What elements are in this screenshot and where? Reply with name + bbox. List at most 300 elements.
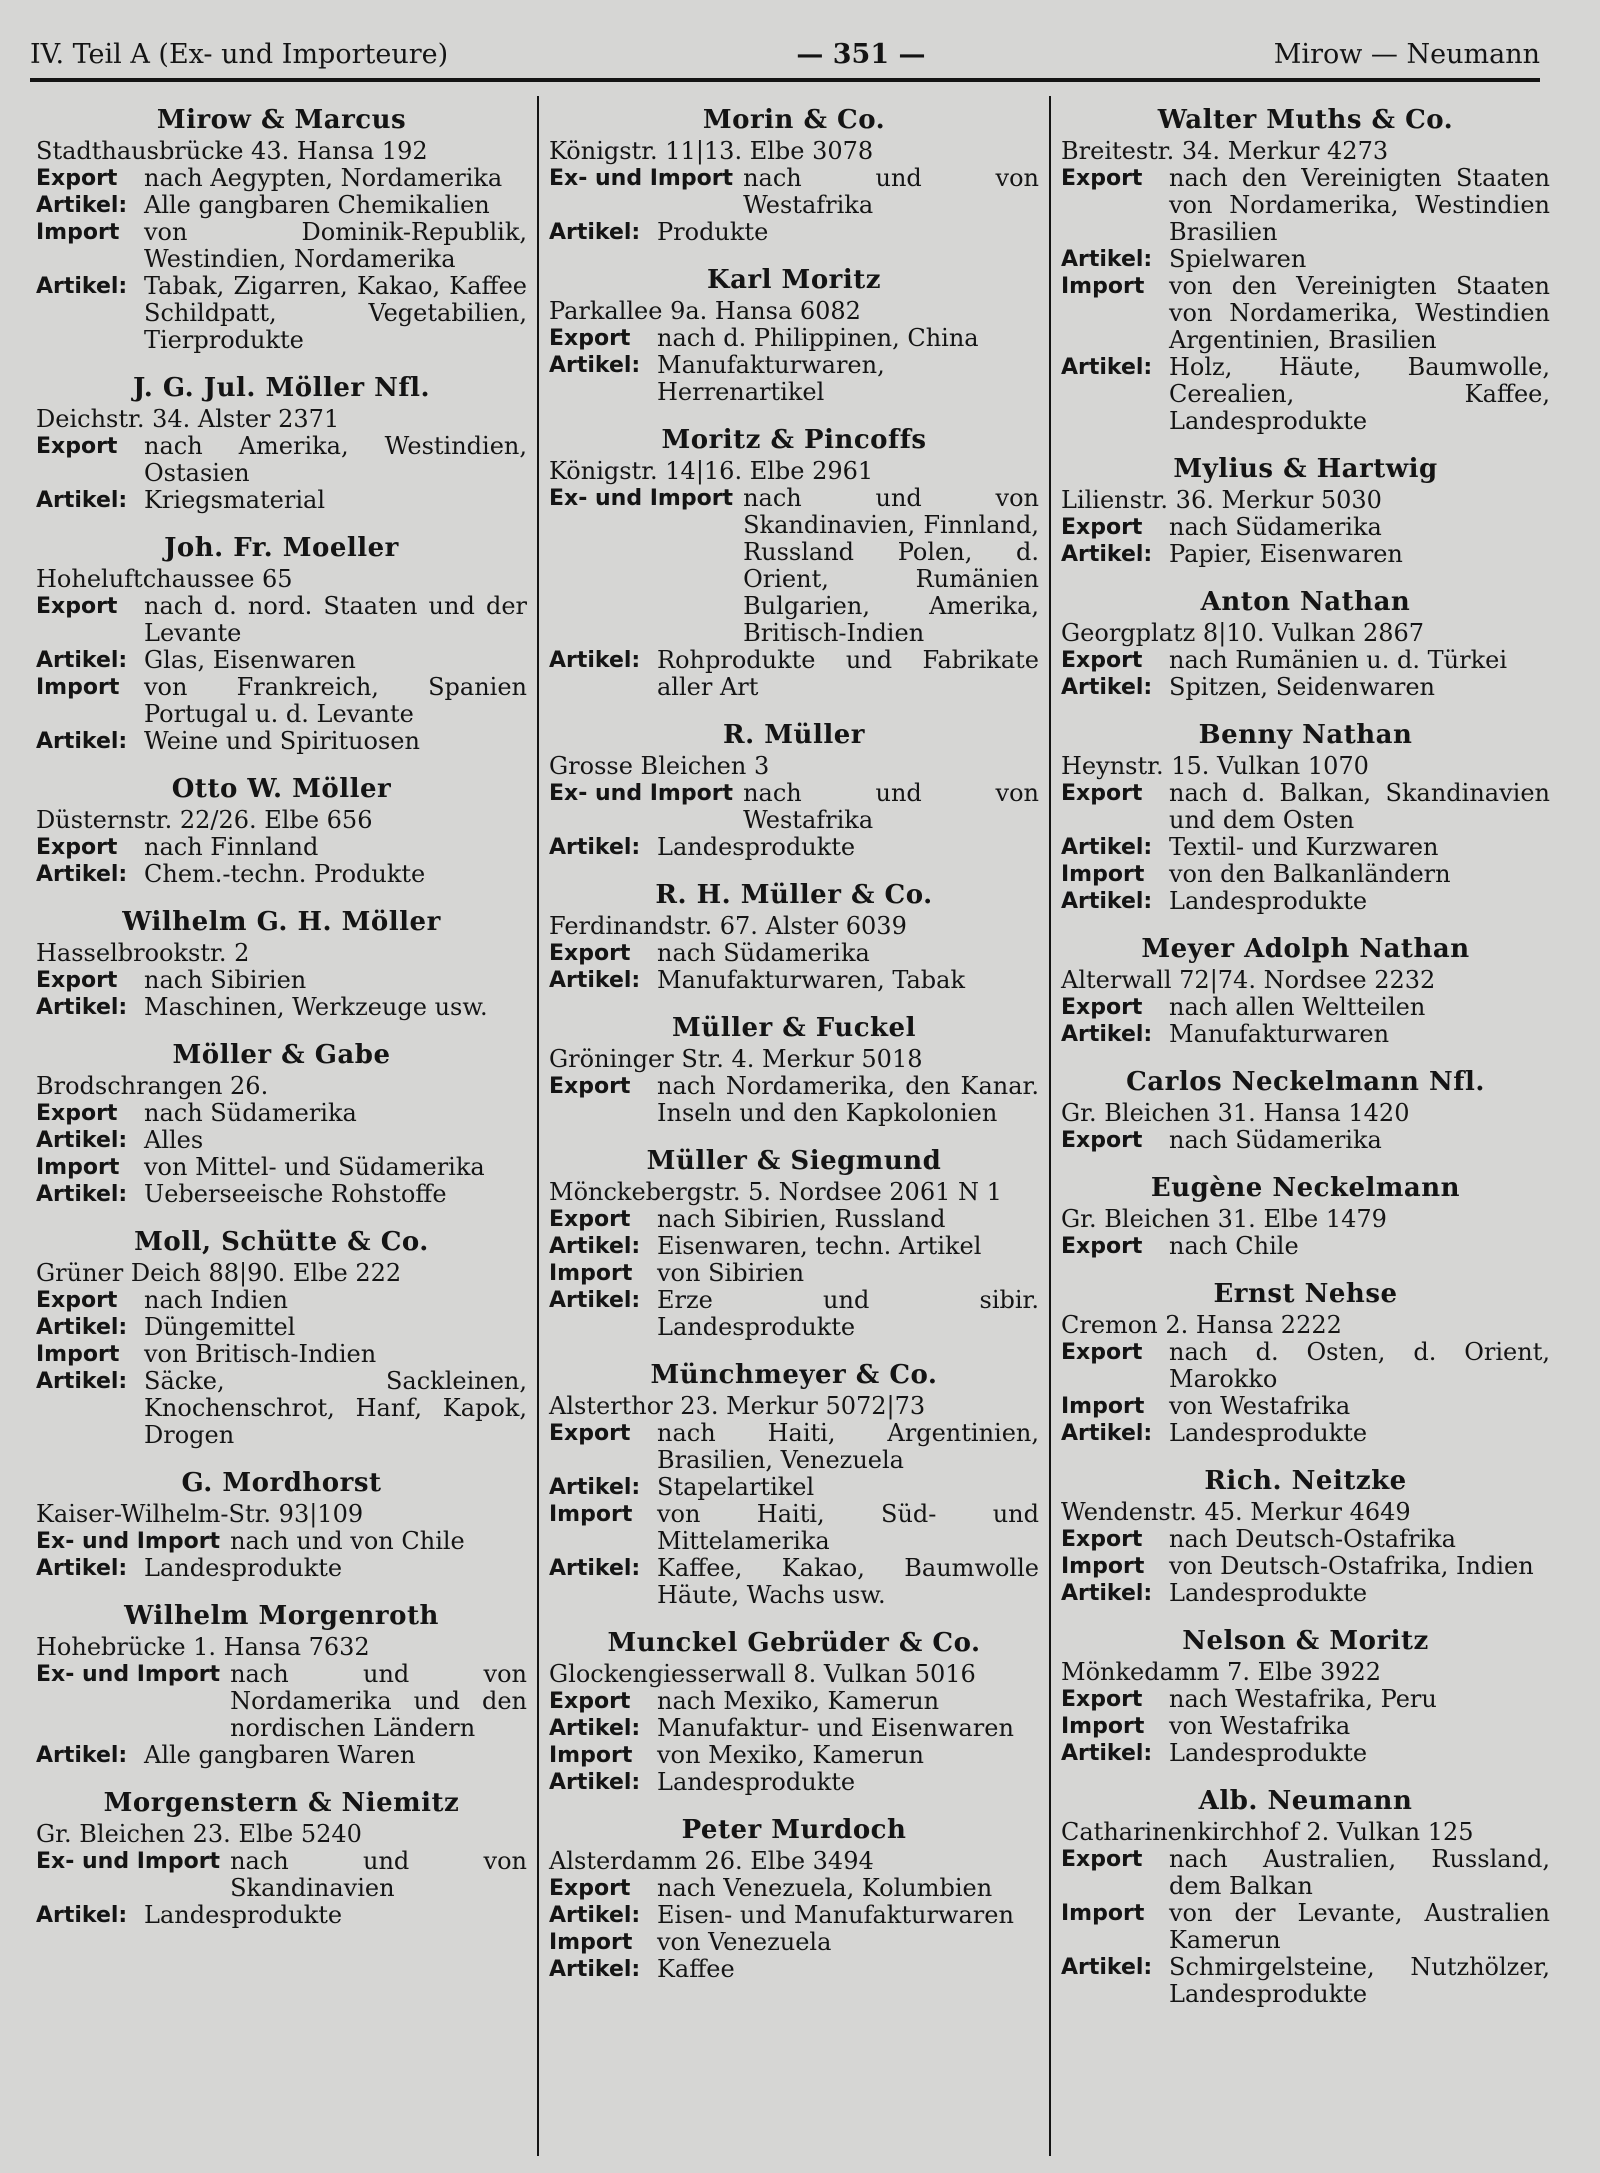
entry-label: Artikel: (36, 995, 128, 1020)
entry-label: Export (1061, 515, 1143, 540)
firm-name: Benny Nathan (1198, 720, 1413, 750)
firm-entry (36, 1226, 527, 1449)
trade-entry (36, 674, 527, 728)
entry-label: Artikel: (549, 1716, 641, 1741)
entry-text: Kriegsmaterial (144, 486, 326, 514)
entry-text: nach d. nord. Staaten und der Levante (144, 592, 527, 647)
entry-label: Artikel: (549, 1556, 641, 1581)
firm-name: Carlos Neckelmann Nfl. (1126, 1067, 1485, 1097)
column-1 (30, 96, 537, 2156)
entry-label: Artikel: (36, 1556, 128, 1581)
entry-text: Rohprodukte und Fabrikate aller Art (657, 646, 1039, 701)
firm-entry (36, 1467, 527, 1582)
entry-label: Artikel: (549, 353, 641, 378)
trade-entry (36, 1287, 527, 1314)
entry-label: Import (36, 1342, 120, 1367)
entry-text: Landesprodukte (1169, 1419, 1368, 1447)
entry-label: Artikel: (36, 1369, 128, 1394)
firm-name: Möller & Gabe (172, 1040, 391, 1070)
entry-label: Export (549, 1689, 631, 1714)
trade-entry (1061, 861, 1550, 888)
firm-address: Düsternstr. 22/26. Elbe 656 (36, 806, 373, 834)
firm-entry (1061, 1785, 1550, 2008)
column-3 (1049, 96, 1560, 2156)
firm-name: Karl Moritz (706, 265, 882, 295)
firm-entry (36, 1787, 527, 1929)
trade-entry (1061, 1580, 1550, 1607)
entry-label: Artikel: (549, 1903, 641, 1928)
entry-label: Export (1061, 1340, 1143, 1365)
name-range: Mirow — Neumann (1273, 38, 1540, 70)
trade-entry (36, 1100, 527, 1127)
entry-text: nach Südamerika (144, 1099, 357, 1127)
trade-entry (549, 219, 1039, 246)
entry-label: Artikel: (36, 1903, 128, 1928)
firm-entry (549, 1359, 1039, 1609)
trade-entry (1061, 888, 1550, 915)
firm-name: Munckel Gebrüder & Co. (607, 1628, 981, 1658)
entry-label: Export (36, 968, 118, 993)
trade-entry (549, 1875, 1039, 1902)
entry-label: Artikel: (549, 968, 641, 993)
entry-label: Ex- und Import (36, 1849, 221, 1874)
entry-text: Säcke, Sackleinen, Knochenschrot, Hanf, Kapok, Drogen (144, 1367, 527, 1449)
firm-name: Anton Nathan (1200, 587, 1411, 617)
entry-text: nach und von Chile (230, 1527, 465, 1555)
firm-address: Lilienstr. 36. Merkur 5030 (1061, 486, 1382, 514)
entry-label: Artikel: (1061, 675, 1153, 700)
entry-label: Export (36, 1101, 118, 1126)
firm-entry (36, 1600, 527, 1769)
entry-label: Export (1061, 1527, 1143, 1552)
firm-name: Joh. Fr. Moeller (164, 533, 399, 563)
entry-text: Textil- und Kurzwaren (1169, 833, 1439, 861)
trade-entry (549, 940, 1039, 967)
entry-text: Stapelartikel (657, 1473, 815, 1501)
entry-label: Artikel: (1061, 1741, 1153, 1766)
trade-entry (549, 1742, 1039, 1769)
firm-entry (36, 532, 527, 755)
firm-entry (549, 719, 1039, 861)
entry-label: Export (1061, 1128, 1143, 1153)
trade-entry (549, 780, 1039, 834)
trade-entry (1061, 674, 1550, 701)
trade-entry (1061, 1393, 1550, 1420)
entry-text: nach Südamerika (657, 939, 870, 967)
trade-entry (549, 1073, 1039, 1127)
firm-name: R. H. Müller & Co. (655, 880, 933, 910)
trade-entry (549, 1956, 1039, 1983)
entry-label: Artikel: (549, 1288, 641, 1313)
trade-entry (36, 1341, 527, 1368)
entry-label: Artikel: (549, 220, 641, 245)
entry-label: Artikel: (1061, 835, 1153, 860)
trade-entry (549, 1688, 1039, 1715)
trade-entry (1061, 1127, 1550, 1154)
trade-entry (1061, 647, 1550, 674)
entry-label: Export (36, 835, 118, 860)
trade-entry (1061, 1740, 1550, 1767)
firm-name: R. Müller (723, 720, 865, 750)
entry-text: nach Südamerika (1169, 513, 1382, 541)
firm-entry (549, 264, 1039, 406)
entry-label: Export (549, 1207, 631, 1232)
firm-address: Alterwall 72|74. Nordsee 2232 (1061, 966, 1436, 994)
entry-label: Import (549, 1502, 633, 1527)
entry-text: Landesprodukte (1169, 1739, 1368, 1767)
entry-text: von Deutsch-Ostafrika, Indien (1169, 1552, 1534, 1580)
trade-entry (36, 1742, 527, 1769)
entry-label: Import (1061, 1901, 1145, 1926)
entry-text: Landesprodukte (657, 833, 856, 861)
entry-label: Artikel: (36, 1182, 128, 1207)
firm-address: Glockengiesserwall 8. Vulkan 5016 (549, 1660, 976, 1688)
trade-entry (36, 487, 527, 514)
entry-label: Artikel: (549, 648, 641, 673)
entry-text: Landesprodukte (144, 1554, 343, 1582)
firm-entry (549, 424, 1039, 701)
entry-text: Schmirgelsteine, Nutzhölzer, Landesprodukte (1169, 1953, 1550, 2008)
firm-name: Eugène Neckelmann (1150, 1173, 1461, 1203)
entry-text: nach d. Osten, d. Orient, Marokko (1169, 1338, 1550, 1393)
entry-text: Spielwaren (1169, 245, 1307, 273)
entry-text: nach und von Nordamerika und den nordischen Ländern (230, 1660, 527, 1742)
entry-label: Export (1061, 1847, 1143, 1872)
trade-entry (1061, 1954, 1550, 2008)
entry-label: Artikel: (1061, 1581, 1153, 1606)
entry-label: Ex- und Import (36, 1529, 221, 1554)
trade-entry (36, 1127, 527, 1154)
entry-text: Tabak, Zigarren, Kakao, Kaffee Schildpatt, Vegetabilien, Tierprodukte (144, 272, 527, 354)
firm-address: Breitestr. 34. Merkur 4273 (1061, 137, 1389, 165)
trade-entry (549, 1715, 1039, 1742)
trade-entry (549, 1555, 1039, 1609)
entry-label: Artikel: (549, 1957, 641, 1982)
trade-entry (549, 352, 1039, 406)
entry-label: Import (1061, 1394, 1145, 1419)
trade-entry (36, 165, 527, 192)
entry-label: Import (36, 220, 120, 245)
firm-address: Kaiser-Wilhelm-Str. 93|109 (36, 1500, 364, 1528)
firm-entry (1061, 1172, 1550, 1260)
trade-entry (36, 967, 527, 994)
trade-entry (1061, 354, 1550, 435)
firm-entry (36, 1039, 527, 1208)
entry-label: Artikel: (549, 1770, 641, 1795)
entry-text: nach Haiti, Argentinien, Brasilien, Venezuela (657, 1419, 1039, 1474)
entry-label: Artikel: (36, 1315, 128, 1340)
firm-address: Gr. Bleichen 31. Elbe 1479 (1061, 1205, 1387, 1233)
trade-entry (549, 647, 1039, 701)
trade-entry (36, 593, 527, 647)
entry-label: Export (1061, 1687, 1143, 1712)
firm-entry (1061, 586, 1550, 701)
entry-label: Export (1061, 648, 1143, 673)
entry-text: von den Balkanländern (1169, 860, 1451, 888)
entry-label: Artikel: (1061, 1955, 1153, 1980)
firm-name: Otto W. Möller (171, 774, 392, 804)
firm-address: Brodschrangen 26. (36, 1072, 269, 1100)
entry-label: Import (1061, 1554, 1145, 1579)
firm-address: Königstr. 14|16. Elbe 2961 (549, 457, 874, 485)
trade-entry (36, 861, 527, 888)
firm-entry (549, 1145, 1039, 1341)
entry-label: Import (36, 675, 120, 700)
firm-address: Cremon 2. Hansa 2222 (1061, 1311, 1342, 1339)
trade-entry (36, 1528, 527, 1555)
entry-label: Import (1061, 274, 1145, 299)
firm-name: Münchmeyer & Co. (650, 1360, 938, 1390)
entry-text: von der Levante, Australien Kamerun (1169, 1899, 1550, 1954)
entry-label: Artikel: (36, 729, 128, 754)
entry-text: nach Deutsch-Ostafrika (1169, 1525, 1456, 1553)
entry-text: nach Amerika, Westindien, Ostasien (144, 432, 527, 487)
trade-entry (549, 1233, 1039, 1260)
entry-label: Artikel: (36, 648, 128, 673)
entry-text: nach und von Skandinavien, Finnland, Russland Polen, d. Orient, Rumänien Bulgarien, Amerika, Britisch-Indien (743, 484, 1039, 647)
entry-label: Export (36, 434, 118, 459)
trade-entry (36, 834, 527, 861)
entry-text: Kaffee (657, 1955, 735, 1983)
trade-entry (549, 1474, 1039, 1501)
page-number: — 351 — (796, 38, 926, 70)
entry-text: Manufakturwaren, Herrenartikel (657, 351, 885, 406)
firm-entry (36, 104, 527, 354)
trade-entry (36, 1555, 527, 1582)
entry-text: Eisen- und Manufakturwaren (657, 1901, 1014, 1929)
entry-text: Eisenwaren, techn. Artikel (657, 1232, 982, 1260)
entry-label: Artikel: (36, 1128, 128, 1153)
entry-label: Import (549, 1743, 633, 1768)
firm-name: Moll, Schütte & Co. (134, 1227, 429, 1257)
entry-text: Glas, Eisenwaren (144, 646, 356, 674)
firm-entry (1061, 1278, 1550, 1447)
entry-label: Export (1061, 781, 1143, 806)
firm-entry (1061, 1465, 1550, 1607)
trade-entry (1061, 834, 1550, 861)
entry-label: Import (36, 1155, 120, 1180)
entry-text: nach Chile (1169, 1232, 1299, 1260)
entry-text: nach Indien (144, 1286, 288, 1314)
entry-text: nach d. Philippinen, China (657, 324, 979, 352)
entry-label: Ex- und Import (549, 166, 734, 191)
entry-label: Artikel: (1061, 1022, 1153, 1047)
firm-address: Parkallee 9a. Hansa 6082 (549, 297, 861, 325)
trade-entry (549, 1769, 1039, 1796)
entry-label: Artikel: (1061, 355, 1153, 380)
entry-label: Ex- und Import (549, 781, 734, 806)
firm-name: Rich. Neitzke (1204, 1466, 1407, 1496)
trade-entry (1061, 165, 1550, 246)
firm-name: J. G. Jul. Möller Nfl. (133, 373, 430, 403)
entry-text: Landesprodukte (1169, 1579, 1368, 1607)
trade-entry (549, 1929, 1039, 1956)
firm-address: Mönckebergstr. 5. Nordsee 2061 N 1 (549, 1178, 1002, 1206)
trade-entry (1061, 541, 1550, 568)
entry-text: nach d. Balkan, Skandinavien und dem Osten (1169, 779, 1550, 834)
firm-address: Hasselbrookstr. 2 (36, 939, 250, 967)
trade-entry (549, 834, 1039, 861)
trade-entry (1061, 1526, 1550, 1553)
entry-label: Artikel: (36, 274, 128, 299)
trade-entry (549, 165, 1039, 219)
entry-text: von den Vereinigten Staaten von Nordamerika, Westindien Argentinien, Brasilien (1169, 272, 1550, 354)
entry-text: Produkte (657, 218, 769, 246)
entry-text: nach Südamerika (1169, 1126, 1382, 1154)
entry-label: Artikel: (1061, 247, 1153, 272)
entry-text: nach allen Weltteilen (1169, 993, 1426, 1021)
firm-name: Alb. Neumann (1198, 1786, 1413, 1816)
entry-text: von Westafrika (1169, 1712, 1351, 1740)
trade-entry (1061, 1339, 1550, 1393)
trade-entry (1061, 1233, 1550, 1260)
entry-text: nach Rumänien u. d. Türkei (1169, 646, 1508, 674)
firm-name: Moritz & Pincoffs (661, 425, 927, 455)
entry-text: nach Finnland (144, 833, 319, 861)
firm-name: G. Mordhorst (181, 1468, 382, 1498)
entry-text: Alle gangbaren Waren (144, 1741, 416, 1769)
firm-entry (549, 104, 1039, 246)
entry-text: nach und von Westafrika (743, 779, 1039, 834)
entry-text: nach Aegypten, Nordamerika (144, 164, 503, 192)
entry-label: Import (549, 1261, 633, 1286)
entry-text: Weine und Spirituosen (144, 727, 420, 755)
firm-address: Grosse Bleichen 3 (549, 752, 770, 780)
firm-entry (1061, 1625, 1550, 1767)
firm-address: Deichstr. 34. Alster 2371 (36, 405, 340, 433)
trade-entry (1061, 1021, 1550, 1048)
firm-name: Walter Muths & Co. (1157, 105, 1454, 135)
entry-text: Spitzen, Seidenwaren (1169, 673, 1436, 701)
entry-text: Landesprodukte (1169, 887, 1368, 915)
trade-entry (36, 647, 527, 674)
entry-text: nach Sibirien, Russland (657, 1205, 946, 1233)
entry-label: Import (1061, 1714, 1145, 1739)
firm-address: Alsterthor 23. Merkur 5072|73 (549, 1392, 926, 1420)
entry-text: von Venezuela (657, 1928, 832, 1956)
directory-columns (30, 96, 1560, 2156)
entry-label: Ex- und Import (549, 486, 734, 511)
entry-text: Düngemittel (144, 1313, 296, 1341)
entry-text: von Mittel- und Südamerika (144, 1153, 485, 1181)
firm-entry (1061, 453, 1550, 568)
firm-name: Wilhelm G. H. Möller (122, 907, 441, 937)
firm-address: Gr. Bleichen 31. Hansa 1420 (1061, 1099, 1410, 1127)
entry-label: Export (549, 941, 631, 966)
entry-text: von Frankreich, Spanien Portugal u. d. Levante (144, 673, 527, 728)
firm-address: Stadthausbrücke 43. Hansa 192 (36, 137, 428, 165)
trade-entry (36, 192, 527, 219)
firm-address: Hohebrücke 1. Hansa 7632 (36, 1633, 370, 1661)
firm-address: Hoheluftchaussee 65 (36, 565, 293, 593)
entry-label: Export (549, 1876, 631, 1901)
trade-entry (549, 967, 1039, 994)
entry-label: Artikel: (36, 862, 128, 887)
trade-entry (36, 994, 527, 1021)
entry-text: Papier, Eisenwaren (1169, 540, 1403, 568)
entry-label: Artikel: (1061, 542, 1153, 567)
entry-label: Export (36, 166, 118, 191)
firm-entry (36, 773, 527, 888)
firm-name: Morgenstern & Niemitz (103, 1788, 460, 1818)
firm-address: Alsterdamm 26. Elbe 3494 (549, 1847, 874, 1875)
entry-text: von Britisch-Indien (144, 1340, 377, 1368)
trade-entry (1061, 1713, 1550, 1740)
entry-label: Export (1061, 166, 1143, 191)
entry-label: Artikel: (1061, 1421, 1153, 1446)
firm-address: Heynstr. 15. Vulkan 1070 (1061, 752, 1369, 780)
entry-text: nach Australien, Russland, dem Balkan (1169, 1845, 1550, 1900)
firm-name: Peter Murdoch (681, 1815, 907, 1845)
entry-label: Artikel: (36, 193, 128, 218)
entry-text: Manufakturwaren, Tabak (657, 966, 966, 994)
firm-address: Wendenstr. 45. Merkur 4649 (1061, 1498, 1411, 1526)
trade-entry (1061, 994, 1550, 1021)
trade-entry (36, 219, 527, 273)
entry-text: Chem.-techn. Produkte (144, 860, 426, 888)
entry-text: von Dominik-Republik, Westindien, Nordamerika (144, 218, 527, 273)
trade-entry (549, 1420, 1039, 1474)
trade-entry (1061, 246, 1550, 273)
entry-label: Artikel: (36, 1743, 128, 1768)
entry-text: Ueberseeische Rohstoffe (144, 1180, 447, 1208)
trade-entry (36, 433, 527, 487)
firm-name: Müller & Siegmund (646, 1146, 942, 1176)
entry-label: Artikel: (549, 835, 641, 860)
entry-text: Holz, Häute, Baumwolle, Cerealien, Kaffee, Landesprodukte (1169, 353, 1550, 435)
trade-entry (36, 1902, 527, 1929)
entry-label: Export (1061, 995, 1143, 1020)
firm-address: Georgplatz 8|10. Vulkan 2867 (1061, 619, 1425, 647)
entry-text: Maschinen, Werkzeuge usw. (144, 993, 488, 1021)
firm-entry (549, 1012, 1039, 1127)
trade-entry (36, 273, 527, 354)
entry-label: Export (36, 594, 118, 619)
trade-entry (1061, 1553, 1550, 1580)
entry-label: Import (549, 1930, 633, 1955)
entry-label: Import (1061, 862, 1145, 887)
trade-entry (549, 485, 1039, 647)
trade-entry (1061, 1686, 1550, 1713)
section-title: IV. Teil A (Ex- und Importeure) (30, 38, 449, 70)
entry-text: Landesprodukte (144, 1901, 343, 1929)
firm-entry (549, 1814, 1039, 1983)
entry-text: von Haiti, Süd- und Mittelamerika (657, 1500, 1039, 1555)
entry-text: nach Venezuela, Kolumbien (657, 1874, 993, 1902)
firm-entry (1061, 1066, 1550, 1154)
trade-entry (36, 728, 527, 755)
entry-label: Export (549, 326, 631, 351)
trade-entry (36, 1314, 527, 1341)
firm-name: Morin & Co. (702, 105, 886, 135)
trade-entry (549, 1501, 1039, 1555)
entry-text: nach Nordamerika, den Kanar. Inseln und den Kapkolonien (657, 1072, 1039, 1127)
trade-entry (36, 1154, 527, 1181)
firm-address: Gröninger Str. 4. Merkur 5018 (549, 1045, 923, 1073)
entry-text: Landesprodukte (657, 1768, 856, 1796)
firm-entry (1061, 933, 1550, 1048)
trade-entry (1061, 514, 1550, 541)
entry-text: Erze und sibir. Landesprodukte (657, 1286, 1039, 1341)
page-header (30, 30, 1540, 82)
entry-label: Ex- und Import (36, 1662, 221, 1687)
firm-name: Mirow & Marcus (156, 105, 407, 135)
firm-entry (549, 879, 1039, 994)
entry-text: nach und von Westafrika (743, 164, 1039, 219)
firm-entry (36, 906, 527, 1021)
firm-entry (1061, 719, 1550, 915)
trade-entry (36, 1368, 527, 1449)
